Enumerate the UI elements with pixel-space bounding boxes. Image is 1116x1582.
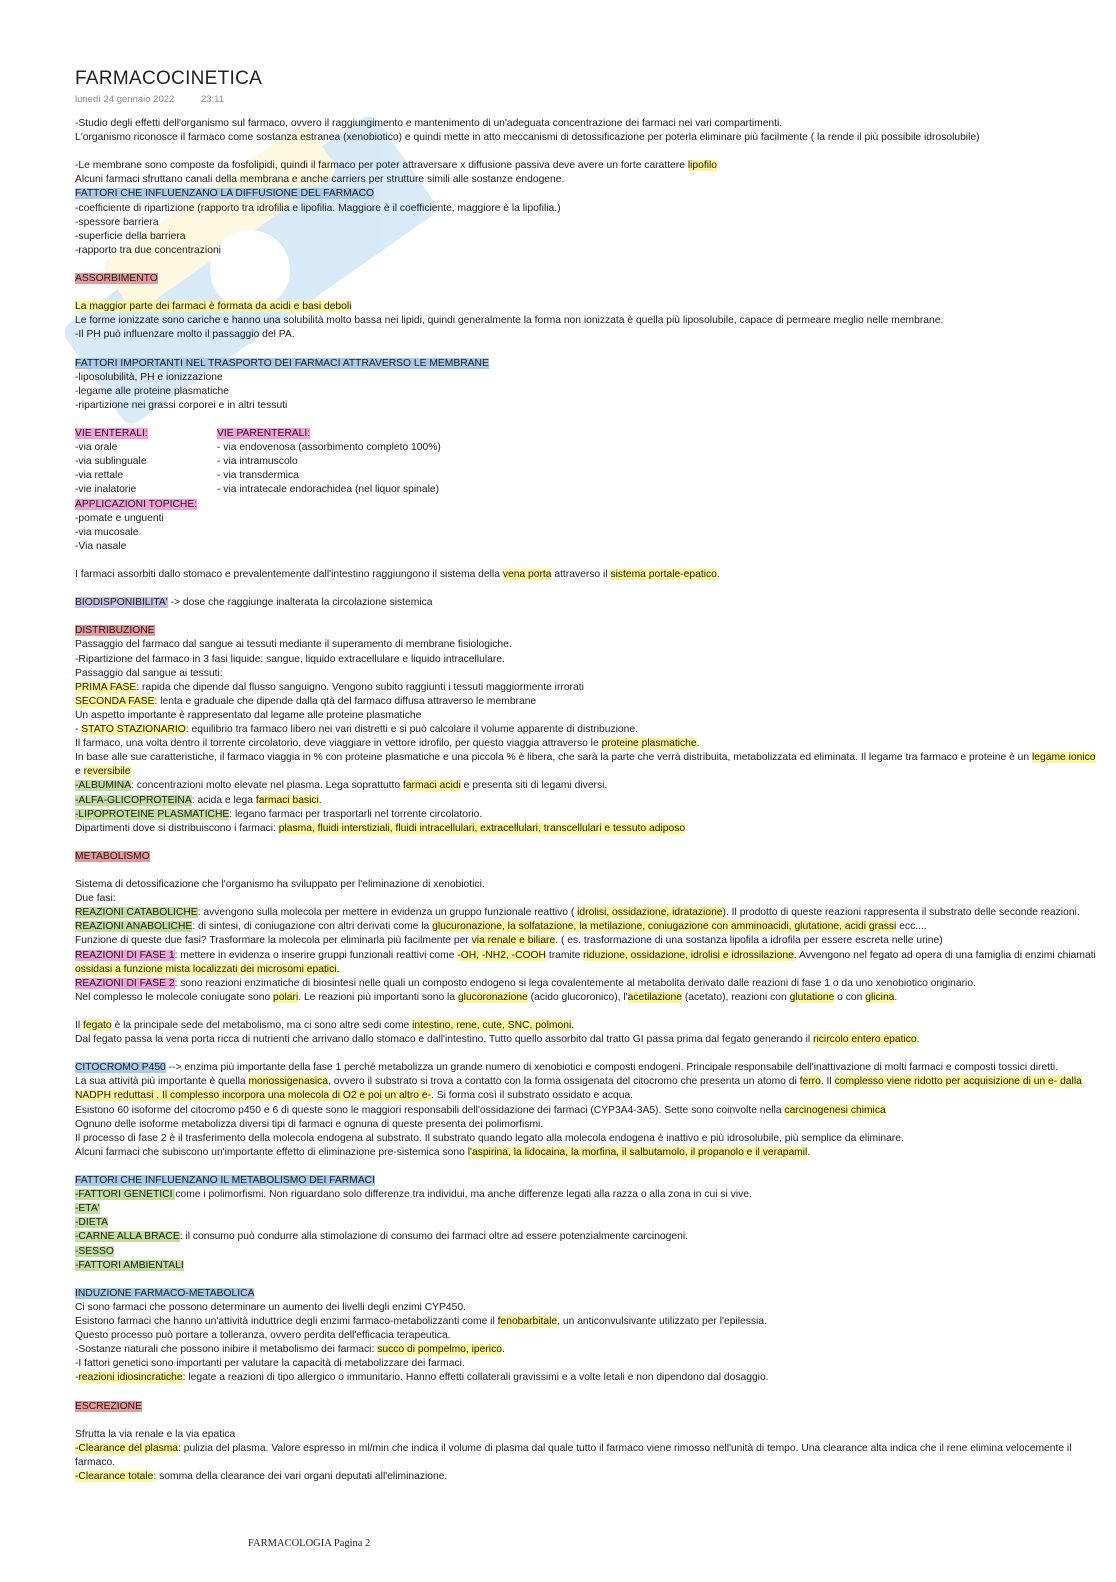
text-line xyxy=(75,794,1100,808)
text-segment: : rapida che dipende dal flusso sanguigno. Vengono subito raggiunti i tessuti maggiormente irrorati xyxy=(136,681,584,693)
text-line xyxy=(75,1118,1100,1132)
highlighted-text: monossigenasica xyxy=(248,1076,329,1088)
text-segment: La sua attività più importante è quella xyxy=(75,1076,249,1088)
note-page xyxy=(75,68,1100,1484)
text-segment: : equilibrio tra farmaco libero nei vari distretti e si può calcolare il volume apparente di distribuzione. xyxy=(185,724,638,736)
text-segment: -I fattori genetici sono importanti per valutare la capacità di metabolizzare dei farmaci. xyxy=(75,1358,465,1370)
text-segment: Funzione di queste due fasi? Trasformare la molecola per eliminarla più facilmente per xyxy=(75,935,472,947)
column-right xyxy=(217,455,617,469)
highlighted-text: ossidasi a funzione mista localizzati dei microsomi epatici xyxy=(75,963,337,975)
text-segment: Sfrutta la via renale e la via epatica xyxy=(75,1428,236,1440)
highlighted-text: FATTORI IMPORTANTI NEL TRASPORTO DEI FARMACI ATTRAVERSO LE MEMBRANE xyxy=(75,357,489,369)
text-segment: Dipartimenti dove si distribuiscono i farmaci: xyxy=(75,822,279,834)
two-column-row xyxy=(75,469,1100,483)
text-segment: -Ripartizione del farmaco in 3 fasi liquide: sangue, liquido extracellulare e liquido intracellulare. xyxy=(75,653,505,665)
text-segment: In base alle sue caratteristiche, il farmaco viaggia in % con proteine plasmatiche e una piccola % è libera, che sarà la parte che verrà distribuita, metabolizzata ed eliminata. Il legame tra farmaco e proteine è un xyxy=(75,752,1032,764)
text-segment: -vie inalatorie xyxy=(75,484,137,496)
text-segment: . xyxy=(571,1020,575,1031)
blank-line xyxy=(75,836,1100,850)
highlighted-text: REAZIONI DI FASE 2 xyxy=(75,977,175,989)
text-segment: . xyxy=(916,1034,920,1046)
text-line xyxy=(75,1104,1100,1118)
highlighted-text: fenobarbitale xyxy=(497,1315,558,1327)
text-segment: : sono reazioni enzimatiche di biosintesi nelle quali un composto endogeno si lega covalentemente al metabolita derivato dalle reazioni di fase 1 o da uno xenobiotico originario. xyxy=(174,977,976,989)
text-line xyxy=(75,399,1100,413)
text-segment: . ( es. trasformazione di una sostanza lipofila a idrofila per essere escreta nelle urine) xyxy=(555,935,943,947)
text-line xyxy=(75,1259,1100,1273)
highlighted-text: -FATTORI GENETICI xyxy=(75,1189,176,1201)
text-segment: . Le reazioni più importanti sono la xyxy=(298,991,458,1003)
highlighted-text: succo di pompelmo, iperico xyxy=(377,1344,502,1356)
text-line xyxy=(75,723,1100,737)
text-line xyxy=(75,357,1100,371)
text-segment: -Studio degli effetti dell'organismo sul farmaco, ovvero il raggiungimento e mantenimento di un'adeguata concentrazione dei farmaci nei vari compartimenti. xyxy=(75,118,783,129)
highlighted-text: -CARNE ALLA BRACE xyxy=(75,1231,180,1243)
text-line xyxy=(75,1287,1100,1301)
text-segment: -via orale xyxy=(75,442,118,454)
text-line xyxy=(75,1174,1100,1188)
text-line xyxy=(75,949,1100,977)
text-segment: Questo processo può portare a tolleranza, ovvero perdita dell'efficacia terapeutica. xyxy=(75,1330,451,1342)
text-line xyxy=(75,385,1100,399)
note-meta xyxy=(75,94,1100,105)
text-segment: - via endovenosa (assorbimento completo 100%) xyxy=(217,442,441,454)
text-segment: : pulizia del plasma. Valore espresso in ml/min che indica il volume di plasma dal quale tutto il farmaco viene rimosso nell'unità di tempo. Una clearance alta indica che il rene elimina velocemente il farmaco. xyxy=(75,1442,1072,1468)
text-segment: Esistono farmaci che hanno un'attività induttrice degli enzimi farmaco-metabolizzanti come il xyxy=(75,1315,498,1327)
text-line xyxy=(75,371,1100,385)
text-segment: . xyxy=(318,794,322,806)
text-segment: -legame alle proteine plasmatiche xyxy=(75,385,229,397)
text-segment: - xyxy=(75,724,82,736)
highlighted-text: PRIMA FASE xyxy=(75,681,137,693)
text-line xyxy=(75,1146,1100,1160)
text-line xyxy=(75,695,1100,709)
text-line xyxy=(75,498,1100,512)
highlighted-text: REAZIONI CATABOLICHE xyxy=(75,907,198,919)
text-segment: -pomate e unguenti xyxy=(75,512,164,524)
text-line xyxy=(75,1132,1100,1146)
highlighted-text: -FATTORI AMBIENTALI xyxy=(75,1259,184,1271)
highlighted-text: via renale e biliare xyxy=(471,935,556,947)
blank-line xyxy=(75,610,1100,624)
blank-line xyxy=(75,554,1100,568)
text-segment: tramite xyxy=(545,949,584,961)
blank-line xyxy=(75,1047,1100,1061)
highlighted-text: riduzione, ossidazione, idrolisi e idrossilazione xyxy=(583,949,794,961)
text-segment: attraverso il xyxy=(551,569,611,580)
highlighted-text: CITOCROMO P450 xyxy=(75,1062,166,1074)
highlighted-text: INDUZIONE FARMACO-METABOLICA xyxy=(75,1287,255,1299)
highlighted-text: ricircolo entero epatico xyxy=(813,1034,917,1046)
two-column-row xyxy=(75,483,1100,497)
text-line xyxy=(75,850,1100,864)
column-right xyxy=(217,427,617,441)
highlighted-text: ASSORBIMENTO xyxy=(75,273,158,285)
highlighted-text: -OH, -NH2, -COOH xyxy=(457,949,546,961)
text-segment: Le forme ionizzate sono cariche e hanno una solubilità molto bassa nei lipidi, quindi generalmente la forma non ionizzata è quella più liposolubile, capace di permeare meglio nelle membrane. xyxy=(75,315,944,327)
text-line xyxy=(75,314,1100,328)
highlighted-text: BIODISPONIBILITA' xyxy=(75,597,168,609)
text-line xyxy=(75,131,1100,145)
column-right xyxy=(217,469,617,483)
text-segment: come i polimorfismi. Non riguardano solo differenze tra individui, ma anche differenze legati alla razza o alla zona in cui si vive. xyxy=(175,1189,752,1201)
text-line xyxy=(75,230,1100,244)
highlighted-text: FATTORI CHE INFLUENZANO LA DIFFUSIONE DEL FARMACO xyxy=(75,188,375,200)
blank-line xyxy=(75,1005,1100,1019)
highlighted-text: idrolisi, ossidazione, idratazione xyxy=(577,907,723,919)
blank-line xyxy=(75,343,1100,357)
text-segment: Il processo di fase 2 è il trasferimento della molecola endogena al substrato. Il substrato quando legato alla molecola endogena è inattivo e più idrosolubile, più semplice da eliminare. xyxy=(75,1132,904,1144)
column-right xyxy=(217,441,617,455)
text-segment: : il consumo può condurre alla stimolazione di consumo dei farmaci oltre ad essere potenzialmente carcinogeni. xyxy=(179,1231,688,1243)
text-line xyxy=(75,1329,1100,1343)
text-line xyxy=(75,737,1100,751)
text-segment: Passaggio dal sangue ai tessuti: xyxy=(75,667,223,679)
blank-line xyxy=(75,1273,1100,1287)
text-line xyxy=(75,920,1100,934)
highlighted-text: -ETA' xyxy=(75,1203,100,1215)
highlighted-text: APPLICAZIONI TOPICHE: xyxy=(75,498,198,510)
text-segment: . Il xyxy=(820,1076,835,1088)
text-line xyxy=(75,1245,1100,1259)
two-column-row xyxy=(75,441,1100,455)
text-line xyxy=(75,1315,1100,1329)
column-left xyxy=(75,483,217,497)
text-line xyxy=(75,244,1100,258)
text-segment: -coefficiente di ripartizione (rapporto tra idrofilia e lipofilia. Maggiore è il coefficiente, maggiore è la lipofilia.) xyxy=(75,202,561,214)
blank-line xyxy=(75,1160,1100,1174)
text-segment: . xyxy=(807,1146,811,1158)
text-line xyxy=(75,272,1100,286)
text-line xyxy=(75,202,1100,216)
highlighted-text: -Clearance del plasma xyxy=(75,1442,179,1454)
page-footer: FARMACOLOGIA Pagina 2 xyxy=(248,1538,371,1549)
text-segment: -Le membrane sono composte da fosfolipidi, quindi il farmaco per poter attraversare x diffusione passiva deve avere un forte carattere xyxy=(75,160,688,172)
text-segment: L'organismo riconosce il farmaco come sostanza estranea (xenobiotico) e quindi mette in atto meccanismi di detossificazione per poterla eliminare più facilmente ( la rende il più possibile idrosolubile) xyxy=(75,132,980,144)
text-segment: -via rettale xyxy=(75,470,124,482)
highlighted-text: -ALFA-GLICOPROTEINA xyxy=(75,794,192,806)
text-segment: Passaggio del farmaco dal sangue ai tessuti mediante il superamento di membrane fisiologiche. xyxy=(75,639,512,651)
text-line xyxy=(75,300,1100,314)
text-line xyxy=(75,892,1100,906)
text-line xyxy=(75,779,1100,793)
text-line xyxy=(75,596,1100,610)
text-line xyxy=(75,1428,1100,1442)
text-segment: . Avvengono nel fegato ad opera di una famiglia di enzimi chiamati xyxy=(793,949,1096,961)
text-line xyxy=(75,1061,1100,1075)
column-left xyxy=(75,469,217,483)
two-column-row xyxy=(75,427,1100,441)
highlighted-text: farmaci acidi xyxy=(402,780,461,792)
text-segment: : avvengono sulla molecola per mettere in evidenza un gruppo funzionale reattivo ( xyxy=(197,907,578,919)
text-segment: Due fasi: xyxy=(75,893,116,905)
text-segment: : acida e lega xyxy=(191,794,256,806)
text-segment: Il xyxy=(75,1020,84,1031)
text-segment: -liposolubilità, PH e ionizzazione xyxy=(75,371,223,383)
text-segment: ecc.... xyxy=(896,921,927,933)
text-line xyxy=(75,1188,1100,1202)
text-segment: è la principale sede del metabolismo, ma ci sono altre sedi come xyxy=(111,1020,413,1031)
column-left xyxy=(75,441,217,455)
text-segment: o con xyxy=(834,991,866,1003)
text-segment: (acido glucoronico), l' xyxy=(527,991,628,1003)
highlighted-text: -LIPOPROTEINE PLASMATICHE xyxy=(75,808,230,820)
highlighted-text: carcinogenesi chimica xyxy=(784,1104,886,1116)
highlighted-text: vena porta xyxy=(502,569,552,580)
text-segment: - xyxy=(75,1372,79,1384)
text-segment: Il farmaco, una volta dentro il torrente circolatorio, deve viaggiare in vettore idrofilo, per questo viaggia attraverso le xyxy=(75,738,602,750)
note-time: 23:11 xyxy=(200,94,225,105)
text-segment: -ripartizione nei grassi corporei e in altri tessuti xyxy=(75,399,288,411)
text-segment: : concentrazioni molto elevate nel plasma. Lega soprattutto xyxy=(131,780,403,792)
highlighted-text: legame ionico xyxy=(1031,752,1096,764)
text-segment: - via intratecale endorachidea (nel liquor spinale) xyxy=(217,484,440,496)
blank-line xyxy=(75,258,1100,272)
text-line xyxy=(75,638,1100,652)
text-line xyxy=(75,1343,1100,1357)
text-line xyxy=(75,1400,1100,1414)
text-line xyxy=(75,173,1100,187)
highlighted-text: farmaci basici xyxy=(255,794,319,806)
text-line xyxy=(75,878,1100,892)
highlighted-text: -SESSO xyxy=(75,1245,114,1257)
highlighted-text: SECONDA FASE xyxy=(75,695,155,707)
blank-line xyxy=(75,1385,1100,1399)
text-segment: -rapporto tra due concentrazioni xyxy=(75,244,221,256)
highlighted-text: sistema portale-epatico xyxy=(610,569,717,580)
blank-line xyxy=(75,286,1100,300)
text-segment: . xyxy=(336,963,340,975)
text-segment: : legate a reazioni di tipo allergico o immunitario. Hanno effetti collaterali gravissimi e a volte letali e non dipendono dal dosaggio. xyxy=(182,1372,769,1384)
highlighted-text: glucoronazione xyxy=(457,991,528,1003)
text-segment: : di sintesi, di coniugazione con altri derivati come la xyxy=(192,921,433,933)
highlighted-text: -Clearance totale xyxy=(75,1471,154,1482)
text-segment: -Via nasale xyxy=(75,540,127,552)
text-segment: -superficie della barriera xyxy=(75,230,186,242)
blank-line xyxy=(75,582,1100,596)
highlighted-text: ferro xyxy=(799,1076,821,1088)
note-date: lunedì 24 gennaio 2022 xyxy=(75,94,175,105)
highlighted-text: complesso viene ridotto per acquisizione di un e- dalla NADPH reduttasi . Il complesso incorpora una molecola di O2 e poi un altro e- xyxy=(75,1076,1082,1102)
highlighted-text: DISTRIBUZIONE xyxy=(75,625,155,637)
highlighted-text: plasma, fluidi interstiziali, fluidi intracellulari, extracellulari, transcellulari e tessuto adiposo xyxy=(278,822,686,834)
text-segment: --> enzima più importante della fase 1 perché metabolizza un grande numero di xenobiotici e composti endogeni. Principale responsabile dell'inattivazione di molti farmaci e composti tossici diretti. xyxy=(165,1062,1059,1074)
text-line xyxy=(75,624,1100,638)
text-line xyxy=(75,1371,1100,1385)
text-segment: : lenta e graduale che dipende dalla qtà del farmaco diffusa attraverso le membrane xyxy=(154,695,537,707)
text-line xyxy=(75,681,1100,695)
highlighted-text: -DIETA xyxy=(75,1217,108,1229)
highlighted-text: polari xyxy=(273,991,299,1003)
highlighted-text: glutatione xyxy=(789,991,835,1003)
highlighted-text: STATO STAZIONARIO xyxy=(81,724,186,736)
highlighted-text: proteine plasmatiche xyxy=(601,738,697,750)
text-segment: Ognuno delle isoforme metabolizza diversi tipi di farmaci e ognuna di queste presenta dei polimorfismi. xyxy=(75,1118,544,1130)
text-line xyxy=(75,526,1100,540)
text-line xyxy=(75,1357,1100,1371)
text-segment: ). Il prodotto di queste reazioni rappresenta il substrato delle seconde reazioni. xyxy=(722,907,1080,919)
blank-line xyxy=(75,145,1100,159)
text-segment: . xyxy=(501,1344,505,1356)
text-segment: -via sublinguale xyxy=(75,456,147,468)
text-line xyxy=(75,709,1100,723)
text-line xyxy=(75,216,1100,230)
text-segment: -spessore barriera xyxy=(75,216,159,228)
text-line xyxy=(75,568,1100,582)
text-segment: Esistono 60 isoforme del citocromo p450 e 6 di queste sono le maggiori responsabili dell'ossidazione dei farmaci (CYP3A4-3A5). Sette sono coinvolte nella xyxy=(75,1104,785,1116)
text-segment: - via transdermica xyxy=(217,470,299,482)
text-segment: : somma della clearance dei vari organi deputati all'eliminazione. xyxy=(153,1471,448,1482)
highlighted-text: acetilazione xyxy=(627,991,683,1003)
text-line xyxy=(75,934,1100,948)
text-line xyxy=(75,667,1100,681)
highlighted-text: glicina xyxy=(865,991,895,1003)
text-segment: Alcuni farmaci sfruttano canali della membrana e anche carriers per strutture simili alle sostanze endogene. xyxy=(75,174,565,186)
text-line xyxy=(75,1019,1100,1033)
highlighted-text: FATTORI CHE INFLUENZANO IL METABOLISMO DEI FARMACI xyxy=(75,1175,375,1187)
text-segment: e xyxy=(75,766,84,778)
text-segment: Un aspetto importante è rappresentato dal legame alle proteine plasmatiche xyxy=(75,709,422,721)
text-line xyxy=(75,751,1100,779)
text-line xyxy=(75,991,1100,1005)
blank-line xyxy=(75,413,1100,427)
highlighted-text: La maggior parte dei farmaci è formata da acidi e basi deboli xyxy=(75,301,352,313)
blank-line xyxy=(75,1414,1100,1428)
text-segment: -> dose che raggiunge inalterata la circolazione sistemica xyxy=(167,597,433,609)
text-segment: I farmaci assorbiti dallo stomaco e prevalentemente dall'intestino raggiungono il sistema della xyxy=(75,569,503,580)
text-line xyxy=(75,906,1100,920)
text-line xyxy=(75,540,1100,554)
text-segment: . xyxy=(716,569,720,580)
text-segment: - via intramuscolo xyxy=(217,456,298,468)
text-segment: , un anticonvulsivante utilizzato per l'epilessia. xyxy=(557,1315,767,1327)
highlighted-text: fegato xyxy=(83,1020,112,1031)
highlighted-text: ESCREZIONE xyxy=(75,1400,142,1412)
text-segment: Nel complesso le molecole coniugate sono xyxy=(75,991,274,1003)
text-line xyxy=(75,977,1100,991)
text-line xyxy=(75,1033,1100,1047)
highlighted-text: reversibile xyxy=(83,766,131,778)
text-segment: : mettere in evidenza o inserire gruppi funzionali reattivi come xyxy=(174,949,458,961)
highlighted-text: VIE PARENTERALI: xyxy=(217,428,311,440)
highlighted-text: glucuronazione, la solfatazione, la metilazione, coniugazione con amminoacidi, glutatione, acidi grassi xyxy=(432,921,897,933)
text-line xyxy=(75,1202,1100,1216)
text-line xyxy=(75,117,1100,131)
highlighted-text: REAZIONI ANABOLICHE xyxy=(75,921,193,933)
text-line xyxy=(75,1442,1100,1470)
text-line xyxy=(75,1301,1100,1315)
text-line xyxy=(75,1075,1100,1103)
highlighted-text: -ALBUMINA xyxy=(75,780,132,792)
text-line xyxy=(75,1216,1100,1230)
text-line xyxy=(75,1470,1100,1484)
highlighted-text: l'aspirina, la lidocaina, la morfina, il salbutamolo, il propanolo e il verapamil xyxy=(467,1146,808,1158)
text-line xyxy=(75,159,1100,173)
page-title: FARMACOCINETICA xyxy=(75,68,263,89)
column-right xyxy=(217,483,617,497)
column-left xyxy=(75,455,217,469)
highlighted-text: intestino, rene, cute, SNC, polmoni xyxy=(412,1020,572,1031)
text-line xyxy=(75,328,1100,342)
text-segment: Dal fegato passa la vena porta ricca di nutrienti che arrivano dallo stomaco e dall'intestino. Tutto quello assorbito dal tratto GI passa prima dal fegato generando il xyxy=(75,1034,814,1046)
text-segment: : legano farmaci per trasportarli nel torrente circolatorio. xyxy=(229,808,483,820)
text-segment: Sistema di detossificazione che l'organismo ha sviluppato per l'eliminazione di xenobiotici. xyxy=(75,879,485,891)
text-segment: . xyxy=(696,738,700,750)
text-segment: -Il PH può influenzare molto il passaggio del PA. xyxy=(75,329,295,341)
blank-line xyxy=(75,864,1100,878)
note-body xyxy=(75,117,1100,1484)
text-line xyxy=(75,512,1100,526)
text-segment: . xyxy=(894,991,898,1003)
column-left xyxy=(75,427,217,441)
text-line xyxy=(75,1230,1100,1244)
highlighted-text: REAZIONI DI FASE 1 xyxy=(75,949,175,961)
text-line xyxy=(75,808,1100,822)
text-segment: Ci sono farmaci che possono determinare un aumento dei livelli degli enzimi CYP450. xyxy=(75,1301,466,1313)
text-segment: (acetato), reazioni con xyxy=(682,991,790,1003)
highlighted-text: reazioni idiosincratiche xyxy=(78,1372,183,1384)
text-segment: -via mucosale xyxy=(75,526,139,538)
text-segment: , ovvero il substrato si trova a contatto con la forma ossigenata del citocromo che presenta un atomo di xyxy=(328,1076,800,1088)
highlighted-text: METABOLISMO xyxy=(75,850,150,862)
text-line xyxy=(75,653,1100,667)
text-line xyxy=(75,187,1100,201)
text-segment: -Sostanze naturali che possono inibire il metabolismo dei farmaci: xyxy=(75,1344,378,1356)
text-segment: . Si forma così il substrato ossidato e acqua. xyxy=(431,1090,634,1102)
two-column-row xyxy=(75,455,1100,469)
text-line xyxy=(75,822,1100,836)
text-segment: e presenta siti di legami diversi. xyxy=(460,780,608,792)
text-segment: Alcuni farmaci che subiscono un'importante effetto di eliminazione pre-sistemica sono xyxy=(75,1146,468,1158)
highlighted-text: VIE ENTERALI: xyxy=(75,428,148,440)
highlighted-text: lipofilo xyxy=(687,160,718,172)
